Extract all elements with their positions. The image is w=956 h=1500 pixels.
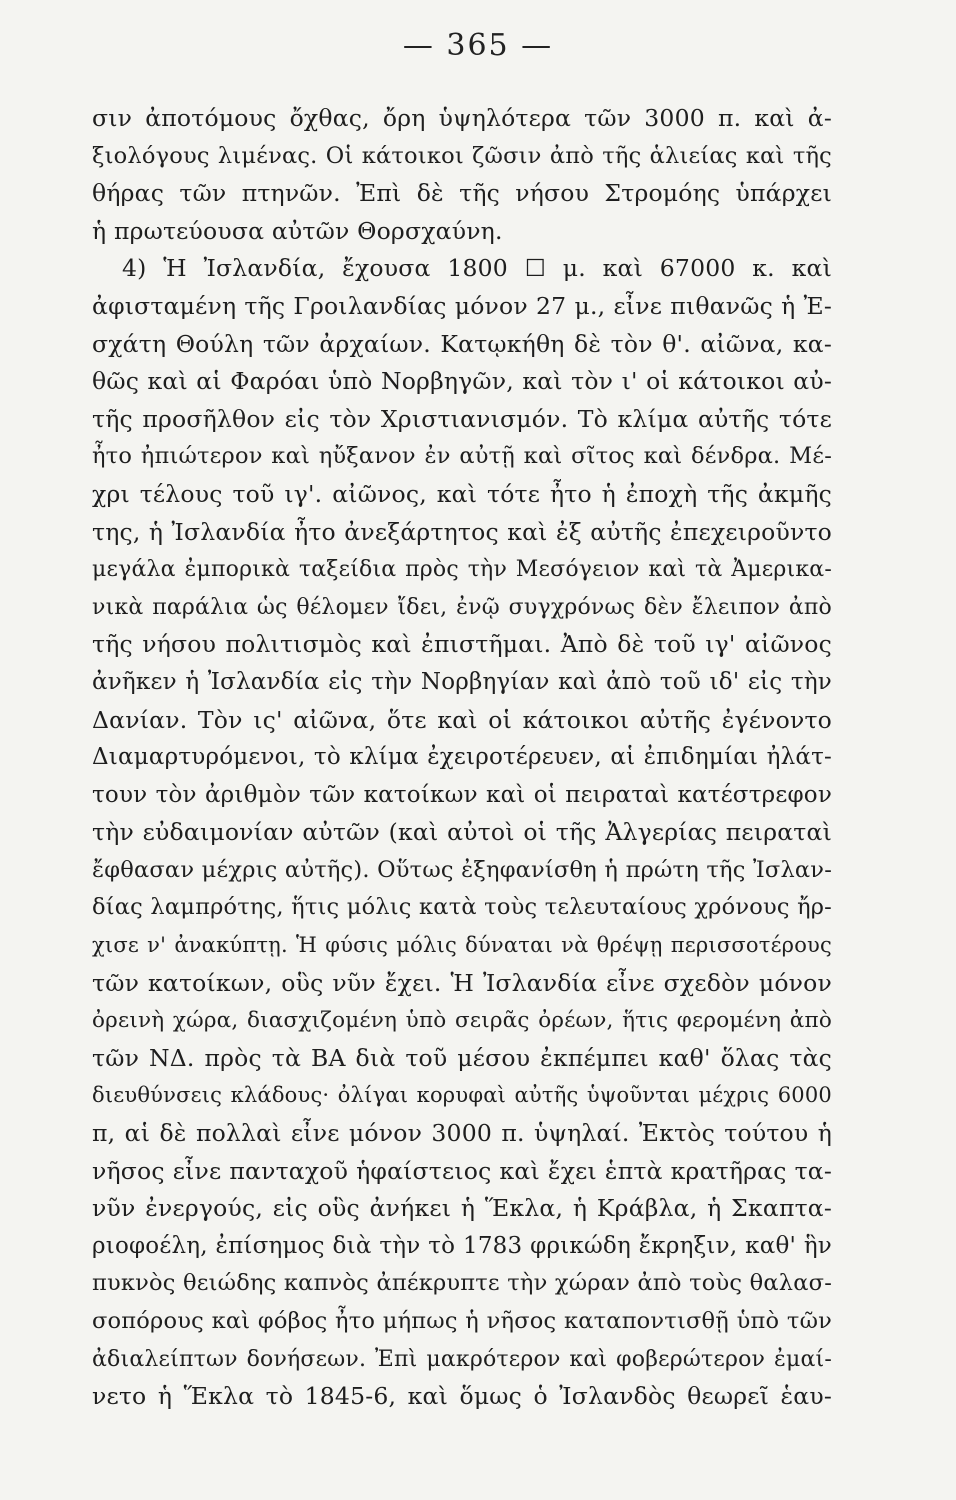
text-line: διευθύνσεις κλάδους· ὀλίγαι κορυφαὶ αὐτῆς ὑψοῦνται μέχρις 6000: [92, 1083, 832, 1108]
text-line: ἔφθασαν μέχρις αὐτῆς). Οὕτως ἐξηφανίσθη ἡ πρώτη τῆς Ἰσλαν-: [92, 856, 832, 883]
text-line: χρι τέλους τοῦ ιγ'. αἰῶνος, καὶ τότε ἦτο ἡ ἐποχὴ τῆς ἀκμῆς: [92, 479, 832, 508]
text-line: Δανίαν. Τὸν ις' αἰῶνα, ὅτε καὶ οἱ κάτοικοι αὐτῆς ἐγένοντο: [92, 705, 832, 734]
text-line: νετο ἡ Ἕκλα τὸ 1845-6, καὶ ὅμως ὁ Ἰσλανδὸς θεωρεῖ ἑαυ-: [92, 1382, 832, 1411]
text-line: ἦτο ἠπιώτερον καὶ ηὔξανον ἐν αὐτῇ καὶ σῖτος καὶ δένδρα. Μέ-: [92, 443, 832, 470]
text-line: 4) Ἡ Ἰσλανδία, ἔχουσα 1800 ☐ μ. καὶ 67000 κ. καὶ: [122, 254, 832, 283]
page-number-header: — 365 —: [402, 28, 554, 63]
text-line: τῆς νήσου πολιτισμὸς καὶ ἐπιστῆμαι. Ἀπὸ δὲ τοῦ ιγ' αἰῶνος: [92, 630, 832, 659]
text-line: της, ἡ Ἰσλανδία ἦτο ἀνεξάρτητος καὶ ἐξ αὐτῆς ἐπεχειροῦντο: [92, 517, 832, 546]
text-line: νικὰ παράλια ὡς θέλομεν ἴδει, ἐνῷ συγχρόνως δὲν ἔλειπον ἀπὸ: [92, 594, 832, 620]
text-line: ριοφοέλη, ἐπίσημος διὰ τὴν τὸ 1783 φρικώδη ἔκρηξιν, καθ' ἣν: [92, 1232, 832, 1259]
text-line: π, αἱ δὲ πολλαὶ εἶνε μόνον 3000 π. ὑψηλαί. Ἐκτὸς τούτου ἡ: [92, 1119, 832, 1148]
text-line: ὀρεινὴ χώρα, διασχιζομένη ὑπὸ σειρᾶς ὀρέων, ἥτις φερομένη ἀπὸ: [92, 1008, 832, 1034]
text-line: τουν τὸν ἀριθμὸν τῶν κατοίκων καὶ οἱ πειραταὶ κατέστρεφον: [92, 781, 832, 808]
text-line: μεγάλα ἐμπορικὰ ταξείδια πρὸς τὴν Μεσόγειον καὶ τὰ Ἀμερικα-: [92, 557, 832, 583]
text-line: ἀνῆκεν ἡ Ἰσλανδία εἰς τὴν Νορβηγίαν καὶ ἀπὸ τοῦ ιδ' εἰς τὴν: [92, 668, 832, 695]
text-line: τῶν ΝΔ. πρὸς τὰ ΒΑ διὰ τοῦ μέσου ἐκπέμπει καθ' ὅλας τὰς: [92, 1043, 832, 1072]
body-text: [92, 100, 832, 1416]
text-line: σχάτη Θούλη τῶν ἀρχαίων. Κατῳκήθη δὲ τὸν θ'. αἰῶνα, κα-: [92, 329, 832, 358]
text-line: πυκνὸς θειώδης καπνὸς ἀπέκρυπτε τὴν χώραν ἀπὸ τοὺς θαλασ-: [92, 1270, 832, 1297]
text-line: Διαμαρτυρόμενοι, τὸ κλίμα ἐχειροτέρευεν, αἱ ἐπιδημίαι ἠλάτ-: [92, 744, 832, 771]
text-line: ἀφισταμένη τῆς Γροιλανδίας μόνον 27 μ., εἶνε πιθανῶς ἡ Ἐ-: [92, 291, 832, 320]
text-line: ξιολόγους λιμένας. Οἱ κάτοικοι ζῶσιν ἀπὸ τῆς ἁλιείας καὶ τῆς: [92, 142, 832, 169]
text-line: σιν ἀποτόμους ὄχθας, ὄρη ὑψηλότερα τῶν 3000 π. καὶ ἀ-: [92, 104, 832, 132]
text-line: νῆσος εἶνε πανταχοῦ ἡφαίστειος καὶ ἔχει ἑπτὰ κρατῆρας τα-: [92, 1156, 832, 1185]
text-line: τῶν κατοίκων, οὓς νῦν ἔχει. Ἡ Ἰσλανδία εἶνε σχεδὸν μόνον: [92, 968, 832, 997]
text-line: τῆς προσῆλθον εἰς τὸν Χριστιανισμόν. Τὸ κλίμα αὐτῆς τότε: [92, 404, 832, 433]
text-line: θήρας τῶν πτηνῶν. Ἐπὶ δὲ τῆς νήσου Στρομόης ὑπάρχει: [92, 179, 832, 208]
text-line: νῦν ἐνεργούς, εἰς οὓς ἀνήκει ἡ Ἕκλα, ἡ Κράβλα, ἡ Σκαπτα-: [92, 1194, 832, 1223]
text-line: θῶς καὶ αἱ Φαρόαι ὑπὸ Νορβηγῶν, καὶ τὸν ι' οἱ κάτοικοι αὐ-: [92, 367, 832, 396]
text-line: χισε ν' ἀνακύπτῃ. Ἡ φύσις μόλις δύναται νὰ θρέψῃ περισσοτέρους: [92, 933, 832, 958]
text-line: ἡ πρωτεύουσα αὐτῶν Θορσχαύνη.: [92, 216, 503, 245]
text-line: ἀδιαλείπτων δονήσεων. Ἐπὶ μακρότερον καὶ φοβερώτερον ἐμαί-: [92, 1346, 832, 1372]
text-line: δίας λαμπρότης, ἥτις μόλις κατὰ τοὺς τελευταίους χρόνους ἤρ-: [92, 894, 832, 921]
text-line: σοπόρους καὶ φόβος ἦτο μήπως ἡ νῆσος καταποντισθῇ ὑπὸ τῶν: [92, 1308, 832, 1334]
text-line: τὴν εὐδαιμονίαν αὐτῶν (καὶ αὐτοὶ οἱ τῆς Ἀλγερίας πειραταὶ: [92, 818, 832, 847]
